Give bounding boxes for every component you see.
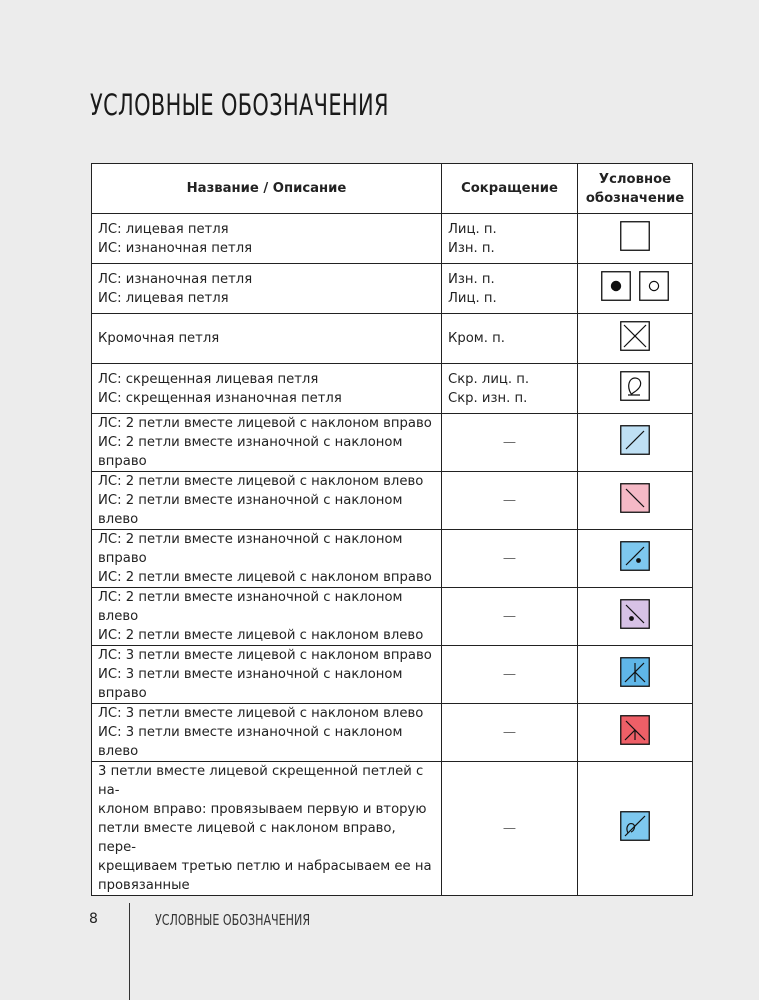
abbreviation-line: — bbox=[502, 493, 517, 508]
row-description bbox=[92, 214, 442, 264]
knit-dot-circle-pair-icon bbox=[601, 271, 669, 301]
abbreviation-line: Лиц. п. bbox=[448, 221, 497, 237]
description-line: ЛС: изнаночная петля bbox=[98, 271, 253, 287]
row-abbreviation bbox=[442, 364, 578, 414]
abbreviation-line: — bbox=[502, 609, 517, 624]
description-line: Кромочная петля bbox=[98, 331, 220, 346]
row-abbreviation bbox=[442, 704, 578, 762]
row-abbreviation bbox=[442, 414, 578, 472]
right-slant-icon bbox=[620, 425, 650, 455]
table-row bbox=[92, 530, 693, 588]
abbreviation-line: — bbox=[502, 821, 517, 836]
row-symbol bbox=[578, 530, 693, 588]
description-line: ИС: 2 петли вместе лицевой с наклоном вправо bbox=[98, 570, 432, 585]
crossed-loop-icon bbox=[620, 371, 650, 401]
cross-square-icon bbox=[620, 321, 650, 351]
row-symbol bbox=[578, 264, 693, 314]
table-row bbox=[92, 762, 693, 896]
row-abbreviation bbox=[442, 530, 578, 588]
abbreviation-line: — bbox=[502, 551, 517, 566]
page-title: УСЛОВНЫЕ ОБОЗНАЧЕНИЯ bbox=[90, 88, 389, 122]
description-line: ЛС: 3 петли вместе лицевой с наклоном вправо bbox=[98, 648, 432, 663]
row-abbreviation bbox=[442, 472, 578, 530]
abbreviation-line: Изн. п. bbox=[448, 240, 495, 256]
row-description bbox=[92, 762, 442, 896]
header-symbol-line2: обозначение bbox=[585, 190, 685, 206]
footer-divider bbox=[129, 903, 130, 1000]
row-description bbox=[92, 314, 442, 364]
abbreviation-line: Изн. п. bbox=[448, 271, 495, 287]
abbreviation-line: Скр. изн. п. bbox=[448, 390, 528, 406]
description-line: ИС: лицевая петля bbox=[98, 290, 229, 306]
abbreviation-line: Лиц. п. bbox=[448, 290, 497, 306]
description-line: провязанные bbox=[98, 878, 190, 893]
row-symbol bbox=[578, 314, 693, 364]
description-line: ИС: 3 петли вместе изнаночной с наклоном вправо bbox=[98, 667, 403, 701]
table-row bbox=[92, 264, 693, 314]
row-abbreviation bbox=[442, 214, 578, 264]
description-line: петли вместе лицевой с наклоном вправо, пере- bbox=[98, 821, 396, 855]
table-row bbox=[92, 588, 693, 646]
table-header-row bbox=[92, 164, 693, 214]
description-line: клоном вправо: провязываем первую и вторую bbox=[98, 802, 427, 817]
description-line: крещиваем третью петлю и набрасываем ее на bbox=[98, 859, 432, 874]
description-line: ЛС: 2 петли вместе изнаночной с наклоном вправо bbox=[98, 532, 403, 566]
description-line: ИС: изнаночная петля bbox=[98, 240, 253, 256]
row-symbol bbox=[578, 414, 693, 472]
abbreviation-line: Скр. лиц. п. bbox=[448, 371, 530, 387]
running-footer: УСЛОВНЫЕ ОБОЗНАЧЕНИЯ bbox=[155, 911, 311, 929]
description-line: ИС: скрещенная изнаночная петля bbox=[98, 390, 342, 406]
row-abbreviation bbox=[442, 646, 578, 704]
crossed-three-right-icon bbox=[620, 811, 650, 841]
table-row bbox=[92, 704, 693, 762]
table-row bbox=[92, 472, 693, 530]
row-abbreviation bbox=[442, 314, 578, 364]
abbreviation-line: Кром. п. bbox=[448, 331, 505, 346]
row-description bbox=[92, 704, 442, 762]
row-symbol bbox=[578, 588, 693, 646]
page-number: 8 bbox=[89, 911, 98, 927]
left-slant-dot-icon bbox=[620, 599, 650, 629]
abbreviation-line: — bbox=[502, 667, 517, 682]
description-line: ИС: 3 петли вместе изнаночной с наклоном влево bbox=[98, 725, 403, 759]
row-description bbox=[92, 264, 442, 314]
row-symbol bbox=[578, 472, 693, 530]
abbreviation-line: — bbox=[502, 725, 517, 740]
symbols-table bbox=[91, 163, 693, 896]
row-symbol bbox=[578, 364, 693, 414]
row-description bbox=[92, 646, 442, 704]
description-line: ИС: 2 петли вместе изнаночной с наклоном влево bbox=[98, 493, 403, 527]
description-line: ЛС: скрещенная лицевая петля bbox=[98, 371, 319, 387]
header-symbol bbox=[578, 164, 693, 214]
description-line: ЛС: лицевая петля bbox=[98, 221, 229, 237]
three-right-icon bbox=[620, 657, 650, 687]
row-description bbox=[92, 588, 442, 646]
description-line: 3 петли вместе лицевой скрещенной петлей с на- bbox=[98, 764, 424, 798]
empty-square-icon bbox=[620, 221, 650, 251]
left-slant-icon bbox=[620, 483, 650, 513]
description-line: ЛС: 2 петли вместе изнаночной с наклоном влево bbox=[98, 590, 403, 624]
row-description bbox=[92, 530, 442, 588]
description-line: ЛС: 2 петли вместе лицевой с наклоном влево bbox=[98, 474, 424, 489]
table-row bbox=[92, 364, 693, 414]
row-symbol bbox=[578, 704, 693, 762]
description-line: ЛС: 3 петли вместе лицевой с наклоном влево bbox=[98, 706, 424, 721]
three-left-icon bbox=[620, 715, 650, 745]
right-slant-dot-icon bbox=[620, 541, 650, 571]
row-abbreviation bbox=[442, 762, 578, 896]
row-description bbox=[92, 364, 442, 414]
table-row bbox=[92, 214, 693, 264]
row-symbol bbox=[578, 214, 693, 264]
description-line: ЛС: 2 петли вместе лицевой с наклоном вправо bbox=[98, 416, 432, 431]
row-symbol bbox=[578, 646, 693, 704]
header-name: Название / Описание bbox=[92, 164, 442, 214]
table-row bbox=[92, 646, 693, 704]
row-description bbox=[92, 414, 442, 472]
row-abbreviation bbox=[442, 588, 578, 646]
header-symbol-line1: Условное bbox=[598, 171, 672, 187]
description-line: ИС: 2 петли вместе лицевой с наклоном влево bbox=[98, 628, 424, 643]
description-line: ИС: 2 петли вместе изнаночной с наклоном вправо bbox=[98, 435, 403, 469]
table-row bbox=[92, 414, 693, 472]
header-abbr: Сокращение bbox=[442, 164, 578, 214]
row-description bbox=[92, 472, 442, 530]
abbreviation-line: — bbox=[502, 435, 517, 450]
row-abbreviation bbox=[442, 264, 578, 314]
table-row bbox=[92, 314, 693, 364]
row-symbol bbox=[578, 762, 693, 896]
